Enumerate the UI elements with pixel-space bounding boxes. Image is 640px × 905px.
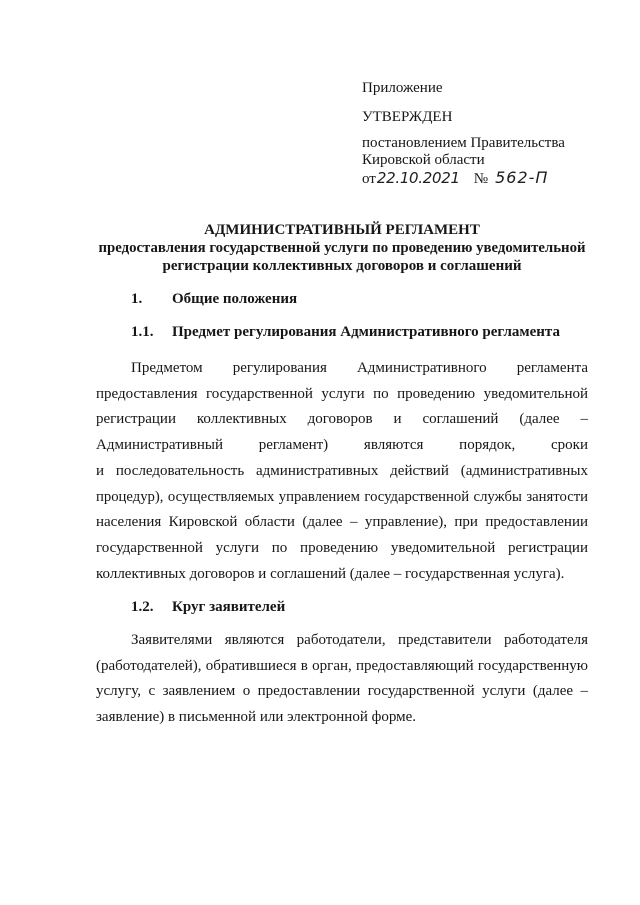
paragraph-line: коллективных договоров и соглашений (далее – государственная услуга). bbox=[96, 565, 565, 582]
resolution-date-row bbox=[362, 168, 548, 189]
approved-label: УТВЕРЖДЕН bbox=[362, 109, 453, 125]
paragraph-line: заявление) в письменной или электронной форме. bbox=[96, 709, 416, 726]
number-sign: № bbox=[473, 171, 489, 187]
handwritten-number: 562-П bbox=[495, 168, 549, 187]
section-1-1-title: Предмет регулирования Административного регламента bbox=[172, 324, 560, 340]
paragraph-line: Предметом регулирования Административного регламента bbox=[131, 360, 588, 376]
paragraph-line: процедур), осуществляемых управлением государственной службы занятости bbox=[96, 488, 588, 505]
paragraph-line: предоставления государственной услуги по проведению уведомительной bbox=[96, 385, 588, 402]
section-1-2-paragraph bbox=[96, 628, 588, 731]
document-subtitle-line-1: предоставления государственной услуги по проведению уведомительной bbox=[98, 240, 586, 256]
paragraph-line: и последовательность административных действий (административных bbox=[96, 462, 588, 479]
section-1-2-number: 1.2. bbox=[131, 599, 154, 615]
document-title: АДМИНИСТРАТИВНЫЙ РЕГЛАМЕНТ bbox=[204, 222, 480, 238]
appendix-label: Приложение bbox=[362, 80, 443, 96]
section-1-2-title: Круг заявителей bbox=[172, 599, 286, 615]
section-1-title: Общие положения bbox=[172, 291, 298, 307]
paragraph-line: государственной услуги по проведению уведомительной регистрации bbox=[96, 539, 588, 556]
paragraph-line: Заявителями являются работодатели, представители работодателя bbox=[131, 632, 588, 648]
paragraph-line: населения Кировской области (далее – управление), при предоставлении bbox=[96, 514, 588, 531]
paragraph-line: регистрации коллективных договоров и соглашений (далее – bbox=[96, 411, 588, 428]
handwritten-date: 22.10.2021 bbox=[376, 169, 460, 187]
paragraph-line: услугу, с заявлением о предоставлении государственной услуги (далее – bbox=[96, 683, 588, 700]
document-subtitle-line-2: регистрации коллективных договоров и соглашений bbox=[162, 258, 522, 274]
section-1-1-number: 1.1. bbox=[131, 324, 154, 340]
authority-line-2: Кировской области bbox=[362, 152, 485, 168]
section-1-number: 1. bbox=[131, 291, 143, 307]
paragraph-line: Административный регламент) являются порядок, сроки bbox=[96, 437, 588, 454]
date-prefix: от bbox=[362, 171, 376, 187]
authority-line-1: постановлением Правительства bbox=[362, 135, 565, 151]
section-1-1-paragraph bbox=[96, 356, 588, 587]
paragraph-line: (работодателей), обратившиеся в орган, предоставляющий государственную bbox=[96, 657, 588, 674]
